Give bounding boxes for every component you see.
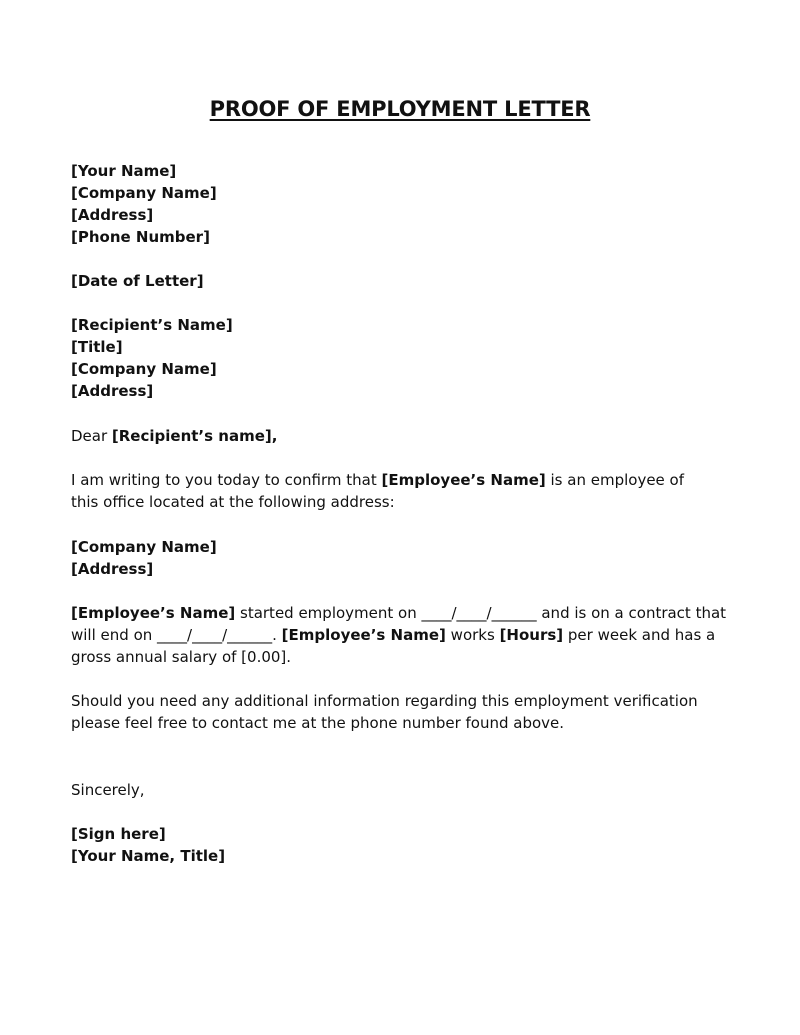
salutation-prefix: Dear: [71, 427, 112, 445]
sender-address: [Address]: [71, 206, 154, 224]
para2-employee2: [Employee’s Name]: [281, 626, 446, 644]
recipient-address: [Address]: [71, 382, 154, 400]
sender-phone: [Phone Number]: [71, 228, 210, 246]
recipient-name: [Recipient’s Name]: [71, 316, 233, 334]
signature-block: [71, 823, 731, 867]
signature-sign: [Sign here]: [71, 825, 166, 843]
sender-name: [Your Name]: [71, 162, 177, 180]
office-company: [Company Name]: [71, 538, 217, 556]
signature-name-title: [Your Name, Title]: [71, 847, 226, 865]
letter-title: PROOF OF EMPLOYMENT LETTER: [209, 97, 591, 121]
para1-employee: [Employee’s Name]: [381, 471, 546, 489]
para2-hours: [Hours]: [499, 626, 564, 644]
paragraph-employment-details: [71, 602, 731, 668]
para2-text2: works: [445, 626, 500, 644]
salutation: [71, 425, 731, 447]
sender-company: [Company Name]: [71, 184, 217, 202]
paragraph-confirmation: [71, 469, 711, 513]
office-block: [71, 536, 731, 580]
closing: [71, 779, 731, 801]
recipient-block: [71, 314, 731, 402]
para2-employee1: [Employee’s Name]: [71, 604, 236, 622]
para1-text1: I am writing to you today to confirm that: [71, 471, 382, 489]
paragraph-additional-info: [71, 690, 721, 734]
para2-text1: started employment on ____/____/______ and is on a contract that will end on ____/____/______.: [71, 604, 727, 644]
sender-block: [71, 160, 731, 248]
letter-date: [Date of Letter]: [71, 272, 204, 290]
office-address: [Address]: [71, 560, 154, 578]
recipient-title: [Title]: [71, 338, 123, 356]
para1-text2: is an employee of this office located at the following address:: [71, 471, 685, 511]
recipient-company: [Company Name]: [71, 360, 217, 378]
para2-text3: per week and has a gross annual salary of [0.00].: [71, 626, 716, 666]
closing-text: Sincerely,: [71, 781, 145, 799]
salutation-name: [Recipient’s name],: [111, 427, 278, 445]
para3-text: Should you need any additional information regarding this employment verification please feel free to contact me at the phone number found above.: [71, 692, 698, 732]
date-block: [71, 270, 731, 292]
